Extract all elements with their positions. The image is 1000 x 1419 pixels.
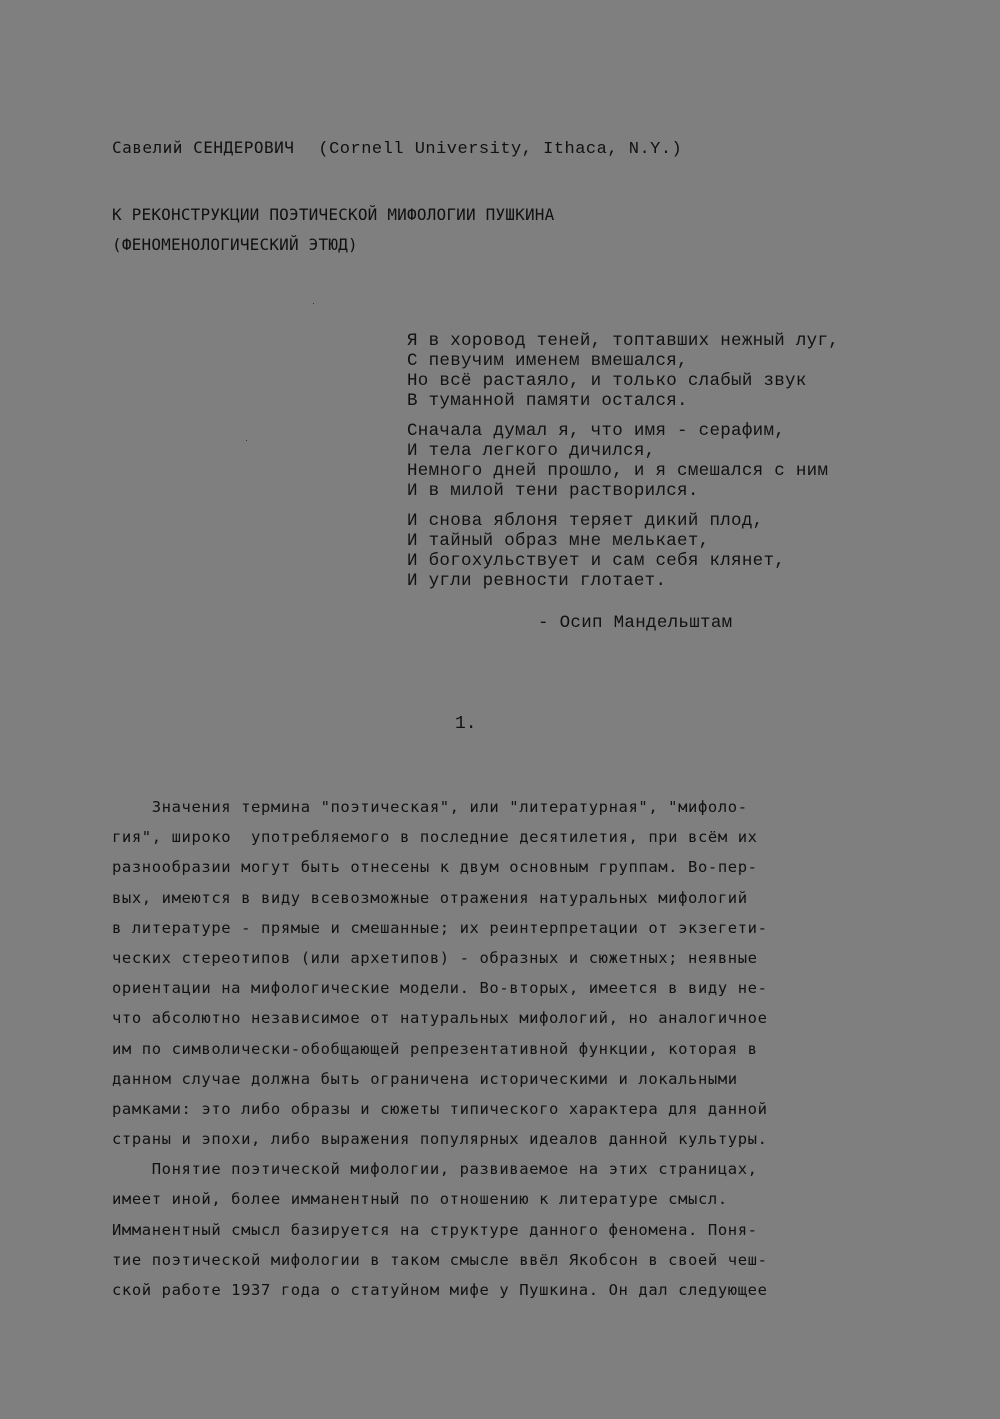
body-line: тие поэтической мифологии в таком смысле ввёл Якобсон в своей чеш- [112, 1250, 768, 1269]
body-line: вых, имеются в виду всевозможные отражения натуральных мифологий [112, 888, 748, 907]
epigraph-stanza [407, 421, 907, 501]
verse-line: В туманной памяти остался. [407, 391, 688, 411]
title-line-1: К РЕКОНСТРУКЦИИ ПОЭТИЧЕСКОЙ МИФОЛОГИИ ПУШКИНА [112, 205, 555, 224]
epigraph-signature: - Осип Мандельштам [538, 613, 733, 633]
article-title [112, 200, 554, 260]
title-line-2: (ФЕНОМЕНОЛОГИЧЕСКИЙ ЭТЮД) [112, 235, 358, 254]
author-line [112, 138, 682, 159]
body-line: Понятие поэтической мифологии, развиваемое на этих страницах, [112, 1160, 758, 1179]
verse-line: И в милой тени растворился. [407, 481, 699, 501]
section-number: 1. [455, 714, 477, 734]
scan-speck [313, 303, 314, 304]
body-line: страны и эпохи, либо выражения популярных идеалов данной культуры. [112, 1130, 768, 1149]
body-line: ской работе 1937 года о статуйном мифе у Пушкина. Он дал следующее [112, 1281, 768, 1299]
verse-line: Немного дней прошло, и я смешался с ним [407, 461, 829, 481]
body-line: ориентации на мифологические модели. Во-вторых, имеется в виду не- [112, 979, 768, 998]
author-name: Савелий СЕНДЕРОВИЧ [112, 138, 295, 157]
scan-speck [246, 440, 247, 441]
epigraph [407, 331, 907, 601]
body-line: Значения термина "поэтическая", или "литературная", "мифоло- [112, 798, 748, 816]
verse-line: И угли ревности глотает. [407, 571, 667, 591]
verse-line: И тайный образ мне мелькает, [407, 531, 710, 551]
verse-line: И снова яблоня теряет дикий плод, [407, 511, 764, 531]
author-affiliation: (Cornell University, Ithaca, N.Y.) [318, 140, 683, 159]
body-line: гия", широко употребляемого в последние десятилетия, при всём их [112, 828, 758, 847]
verse-line: С певучим именем вмешался, [407, 351, 688, 371]
epigraph-stanza [407, 511, 907, 591]
verse-line: Я в хоровод теней, топтавших нежный луг, [407, 331, 840, 351]
body-line: разнообразии могут быть отнесены к двум основным группам. Во-пер- [112, 858, 758, 877]
body-text [112, 792, 912, 1305]
body-line: что абсолютно независимое от натуральных мифологий, но аналогичное [112, 1009, 768, 1028]
body-line: данном случае должна быть ограничена историческими и локальными [112, 1069, 738, 1088]
body-line: имеет иной, более имманентный по отношению к литературе смысл. [112, 1190, 728, 1209]
body-line: рамками: это либо образы и сюжеты типического характера для данной [112, 1099, 768, 1118]
verse-line: Сначала думал я, что имя - серафим, [407, 421, 786, 441]
epigraph-stanza [407, 331, 907, 411]
body-line: в литературе - прямые и смешанные; их реинтерпретации от экзегети- [112, 918, 768, 937]
verse-line: И тела легкого дичился, [407, 441, 656, 461]
verse-line: И богохульствует и сам себя клянет, [407, 551, 786, 571]
verse-line: Но всё растаяло, и только слабый звук [407, 371, 807, 391]
body-line: им по символически-обобщающей репрезентативной функции, которая в [112, 1039, 758, 1058]
body-line: Имманентный смысл базируется на структуре данного феномена. Поня- [112, 1220, 758, 1239]
body-line: ческих стереотипов (или архетипов) - образных и сюжетных; неявные [112, 948, 758, 967]
